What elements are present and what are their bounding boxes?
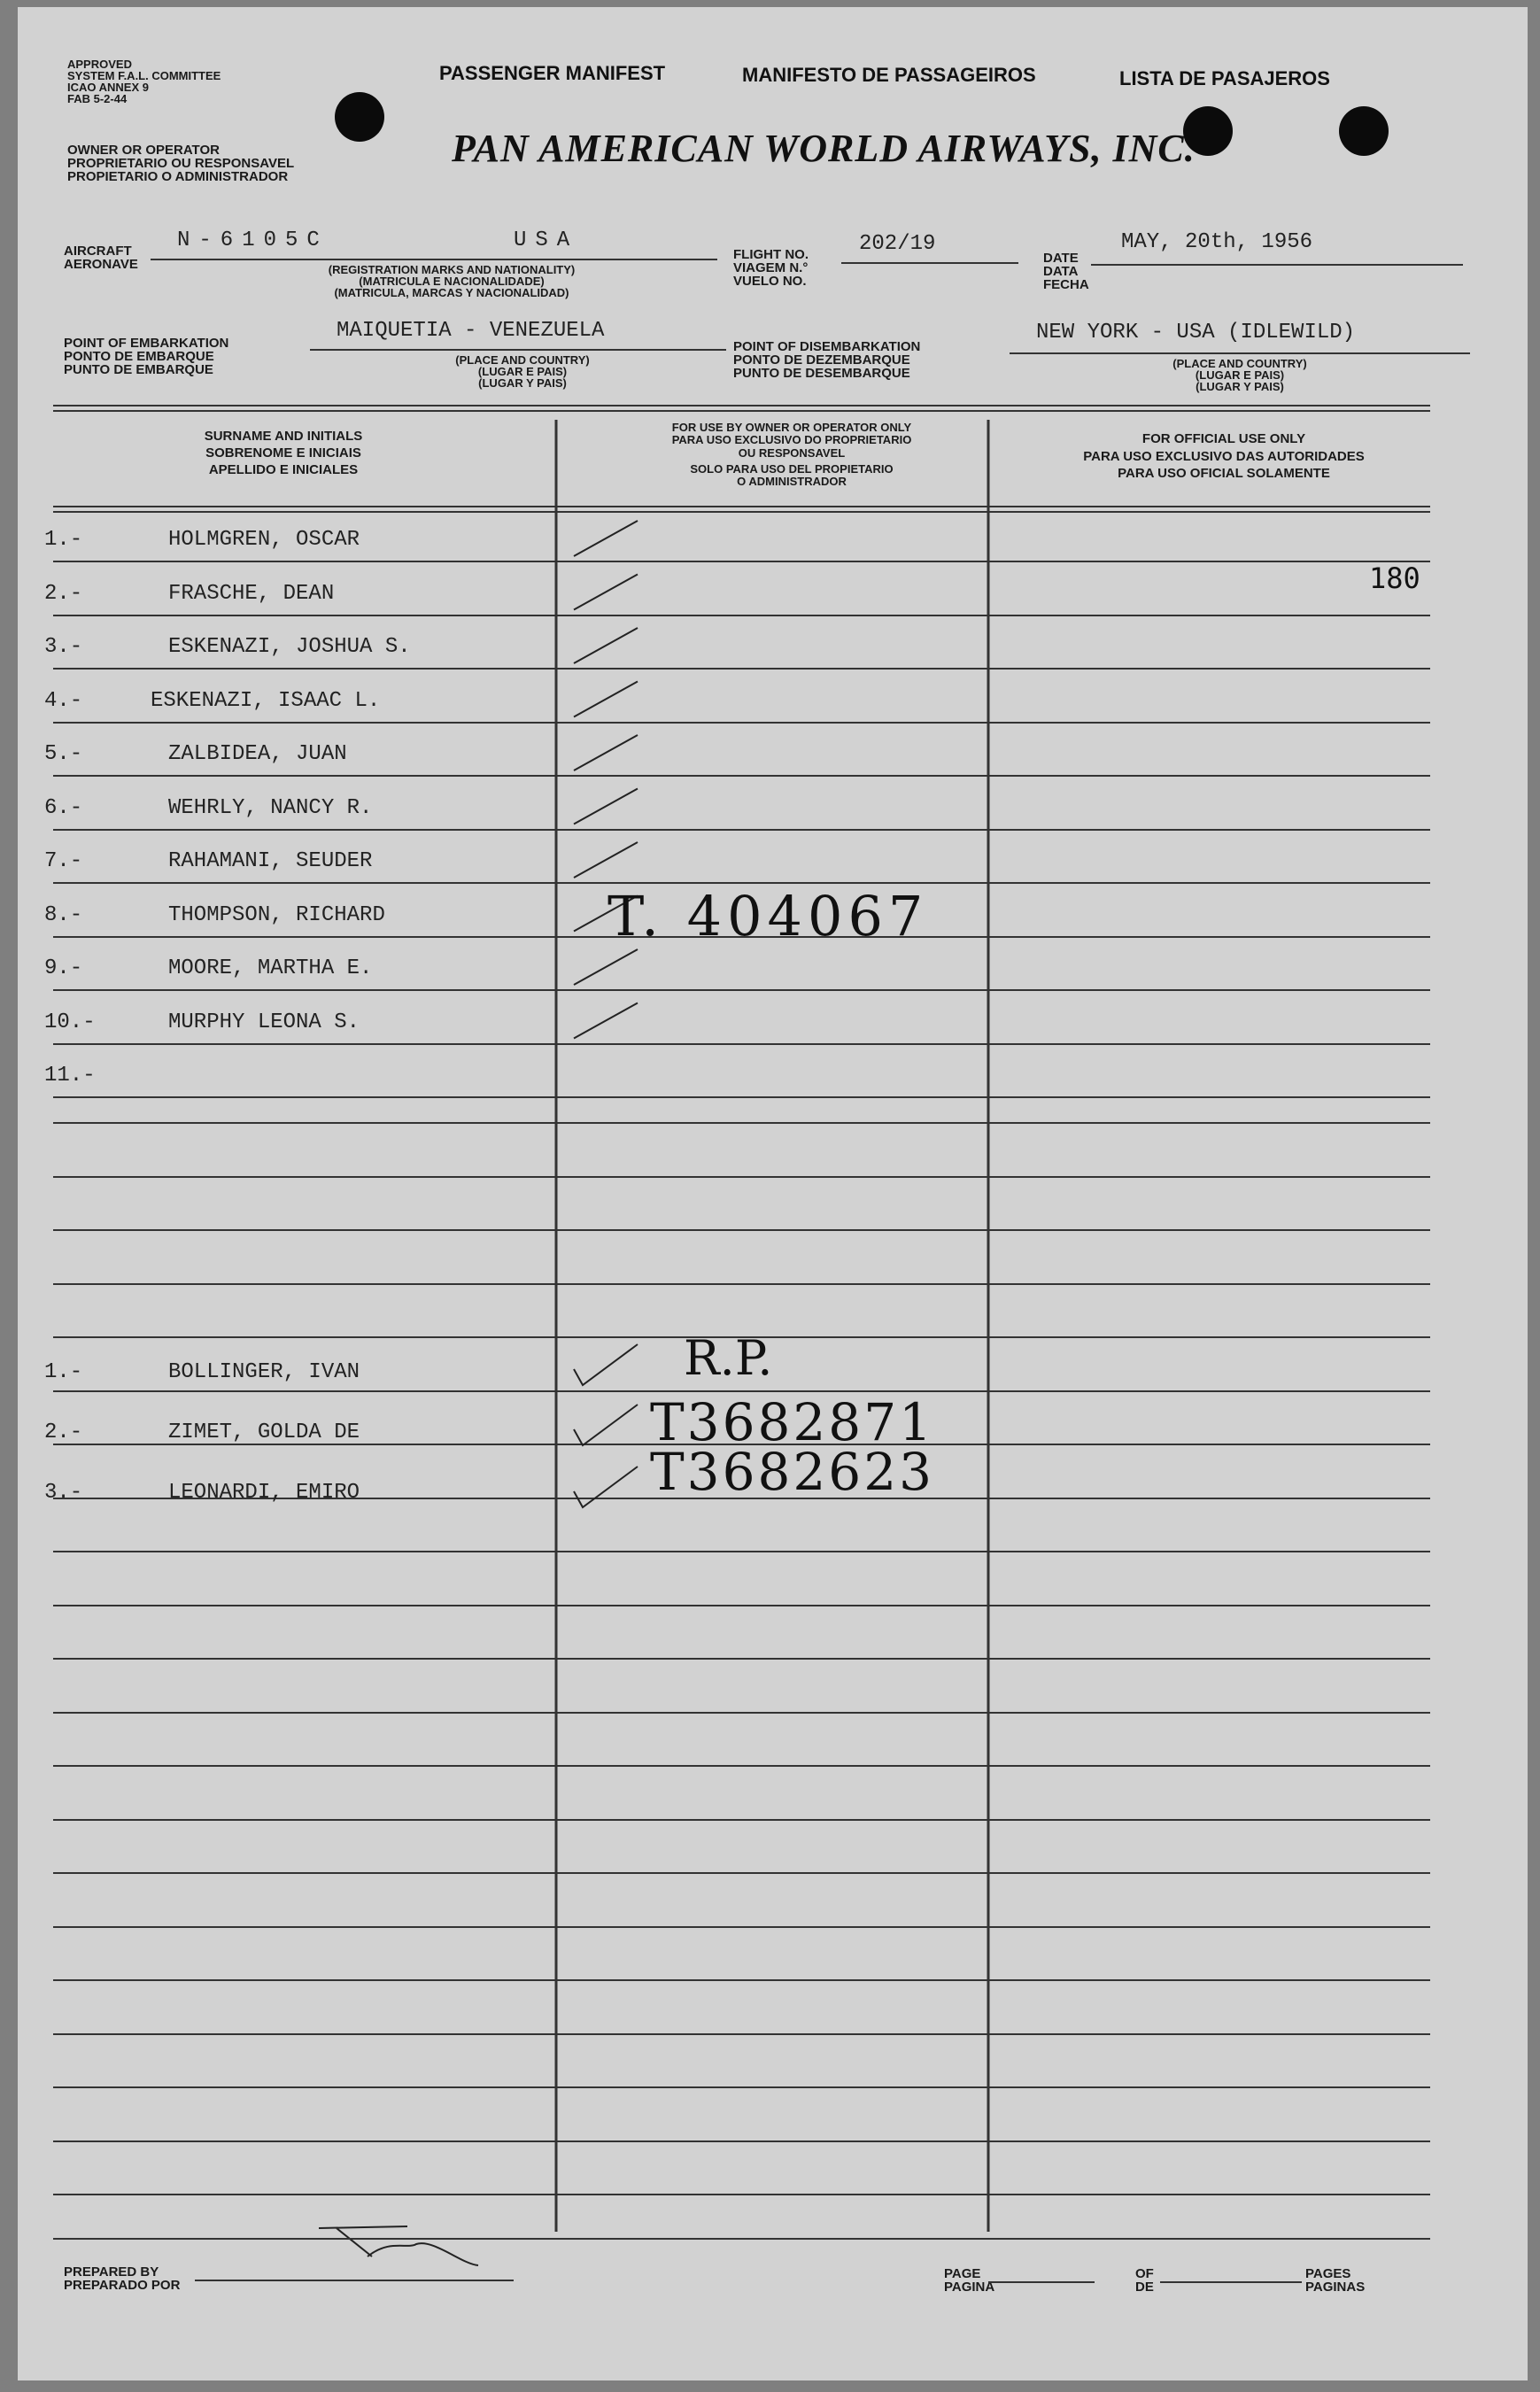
check-slash	[574, 949, 638, 985]
check-slash	[574, 575, 638, 610]
page-label-line: PAGE	[944, 2266, 981, 2281]
title-lista: LISTA DE PASAJEROS	[1119, 67, 1330, 89]
place-note-line: (PLACE AND COUNTRY)	[455, 353, 590, 367]
passenger-number: 8.-	[44, 902, 83, 927]
check-mark	[574, 1467, 638, 1507]
aircraft-registration: N-6105C	[177, 228, 329, 252]
passenger-number: 7.-	[44, 849, 83, 873]
passenger-name: ZALBIDEA, JUAN	[168, 742, 347, 766]
passenger-row	[44, 1064, 540, 1099]
owner-label-line: PROPIETARIO O ADMINISTRADOR	[67, 169, 289, 184]
passenger-name: ESKENAZI, JOSHUA S.	[168, 635, 411, 659]
col-header-line: O ADMINISTRADOR	[737, 475, 847, 489]
passenger-row	[44, 1360, 540, 1396]
place-note-line: (LUGAR Y PAIS)	[478, 376, 567, 390]
check-slash	[574, 789, 638, 824]
passenger-name: BOLLINGER, IVAN	[168, 1360, 360, 1384]
registration-note-line: (MATRICULA E NACIONALIDADE)	[359, 275, 545, 288]
passenger-name: WEHRLY, NANCY R.	[168, 795, 373, 820]
passenger-number: 9.-	[44, 956, 83, 980]
of-label-line: OF	[1135, 2266, 1154, 2281]
flight-label-line: VIAGEM N.°	[733, 260, 809, 275]
passenger-row	[44, 528, 540, 563]
passenger-number: 3.-	[44, 635, 83, 659]
owner-label-line: OWNER OR OPERATOR	[67, 143, 220, 158]
registration-note-line: (MATRICULA, MARCAS Y NACIONALIDAD)	[334, 286, 569, 299]
check-slash	[574, 682, 638, 717]
passenger-number: 5.-	[44, 742, 83, 766]
title-passenger-manifest: PASSENGER MANIFEST	[439, 62, 666, 84]
ticket-zimet: T3682871	[650, 1392, 934, 1452]
ticket-thompson: T. 404067	[607, 884, 929, 948]
pages-label-line: PAGINAS	[1305, 2280, 1366, 2295]
passenger-row	[44, 689, 540, 724]
passenger-number: 11.-	[44, 1064, 96, 1088]
title-manifesto: MANIFESTO DE PASSAGEIROS	[742, 64, 1036, 86]
disembark-place: NEW YORK - USA (IDLEWILD)	[1036, 321, 1356, 344]
approval-line: SYSTEM F.A.L. COMMITTEE	[67, 69, 221, 82]
page-label-line: PAGINA	[944, 2280, 995, 2295]
of-label	[1135, 2267, 1154, 2294]
prepared-underline	[195, 2280, 514, 2281]
prepared-label-line: PREPARED BY	[64, 2264, 159, 2280]
check-mark	[574, 1344, 638, 1385]
place-note-line: (LUGAR E PAIS)	[1195, 368, 1285, 382]
of-label-line: DE	[1135, 2280, 1154, 2295]
passenger-name: HOLMGREN, OSCAR	[168, 528, 360, 552]
passenger-row	[44, 1481, 540, 1516]
flight-label-line: FLIGHT NO.	[733, 247, 809, 262]
of-underline	[1160, 2281, 1302, 2283]
col-header-line: FOR USE BY OWNER OR OPERATOR ONLY	[671, 421, 912, 434]
passenger-row	[44, 1010, 540, 1046]
embark-label-line: PUNTO DE EMBARQUE	[64, 362, 213, 377]
disembark-label-line: PONTO DE DEZEMBARQUE	[733, 352, 910, 368]
col-header-line: PARA USO EXCLUSIVO DAS AUTORIDADES	[1083, 448, 1365, 464]
embark-label-line: PONTO DE EMBARQUE	[64, 349, 214, 364]
check-mark	[574, 1405, 638, 1445]
disembark-label-line: POINT OF DISEMBARKATION	[733, 339, 921, 354]
passenger-row	[44, 796, 540, 832]
passenger-number: 2.-	[44, 1420, 83, 1444]
manifest-date: MAY, 20th, 1956	[1121, 230, 1313, 254]
flight-number: 202/19	[859, 232, 936, 256]
passenger-name: MURPHY LEONA S.	[168, 1010, 360, 1034]
official-number: 180	[1369, 561, 1420, 595]
col-header-line: PARA USO EXCLUSIVO DO PROPRIETARIO	[671, 433, 912, 447]
date-label-line: FECHA	[1043, 277, 1089, 292]
disembark-label-line: PUNTO DE DESEMBARQUE	[733, 366, 910, 381]
passenger-name: RAHAMANI, SEUDER	[168, 849, 373, 873]
passenger-row	[44, 582, 540, 617]
passenger-row	[44, 1420, 540, 1456]
date-label-line: DATE	[1043, 251, 1079, 266]
manifest-grid	[18, 7, 1528, 2380]
approval-line: FAB 5-2-44	[67, 92, 128, 105]
place-note-line: (LUGAR E PAIS)	[477, 365, 568, 378]
passenger-number: 6.-	[44, 795, 83, 820]
rp-note: R.P.	[684, 1330, 773, 1386]
col-header-line: SOBRENOME E INICIAIS	[205, 445, 361, 461]
registration-note-line: (REGISTRATION MARKS AND NATIONALITY)	[328, 263, 576, 276]
place-note-line: (PLACE AND COUNTRY)	[1172, 357, 1307, 370]
passenger-number: 4.-	[44, 688, 83, 713]
passenger-number: 1.-	[44, 528, 83, 552]
prepared-label-line: PREPARADO POR	[64, 2278, 181, 2293]
aircraft-label-line: AIRCRAFT	[64, 244, 132, 259]
aircraft-nationality: USA	[514, 228, 579, 252]
passenger-number: 2.-	[44, 581, 83, 606]
passenger-name: ZIMET, GOLDA DE	[168, 1420, 360, 1444]
col-header-line: OU RESPONSAVEL	[738, 445, 846, 460]
manifest-page	[18, 7, 1528, 2380]
passenger-row	[44, 635, 540, 670]
embark-label-line: POINT OF EMBARKATION	[64, 336, 229, 351]
passenger-number: 3.-	[44, 1481, 83, 1505]
passenger-name: LEONARDI, EMIRO	[168, 1481, 360, 1505]
col-header-line: APELLIDO E INICIALES	[208, 461, 359, 477]
passenger-row	[44, 903, 540, 939]
page-underline	[988, 2281, 1095, 2283]
approval-line: ICAO ANNEX 9	[67, 81, 149, 94]
prepared-label	[64, 2265, 180, 2292]
check-slash	[574, 521, 638, 556]
check-slash	[574, 1003, 638, 1039]
signature-mark	[319, 2226, 478, 2265]
pages-label	[1305, 2267, 1365, 2294]
passenger-row	[44, 742, 540, 778]
pages-label-line: PAGES	[1305, 2266, 1351, 2281]
embark-place: MAIQUETIA - VENEZUELA	[337, 319, 605, 343]
check-slash	[574, 842, 638, 878]
date-label-line: DATA	[1043, 264, 1079, 279]
place-note-line: (LUGAR Y PAIS)	[1196, 380, 1284, 393]
flight-label-line: VUELO NO.	[733, 274, 807, 289]
passenger-name: FRASCHE, DEAN	[168, 581, 335, 606]
aircraft-label-line: AERONAVE	[64, 257, 138, 272]
passenger-name: THOMPSON, RICHARD	[168, 902, 385, 927]
owner-label-line: PROPRIETARIO OU RESPONSAVEL	[67, 156, 295, 171]
col-header-line: SOLO PARA USO DEL PROPIETARIO	[690, 461, 894, 476]
check-slash	[574, 628, 638, 663]
page-label	[944, 2267, 994, 2294]
approval-line: APPROVED	[67, 58, 132, 71]
col-header-line: PARA USO OFICIAL SOLAMENTE	[1118, 466, 1330, 481]
col-header-line: SURNAME AND INITIALS	[204, 429, 363, 444]
passenger-name: ESKENAZI, ISAAC L.	[151, 688, 381, 713]
ticket-leonardi: T3682623	[650, 1442, 934, 1502]
passenger-number: 1.-	[44, 1360, 83, 1384]
col-header-line: FOR OFFICIAL USE ONLY	[1141, 431, 1306, 446]
airline-name: PAN AMERICAN WORLD AIRWAYS, INC.	[452, 127, 1196, 170]
passenger-row	[44, 849, 540, 885]
passenger-name: MOORE, MARTHA E.	[168, 956, 373, 980]
check-slash	[574, 735, 638, 770]
passenger-number: 10.-	[44, 1010, 96, 1034]
passenger-row	[44, 956, 540, 992]
